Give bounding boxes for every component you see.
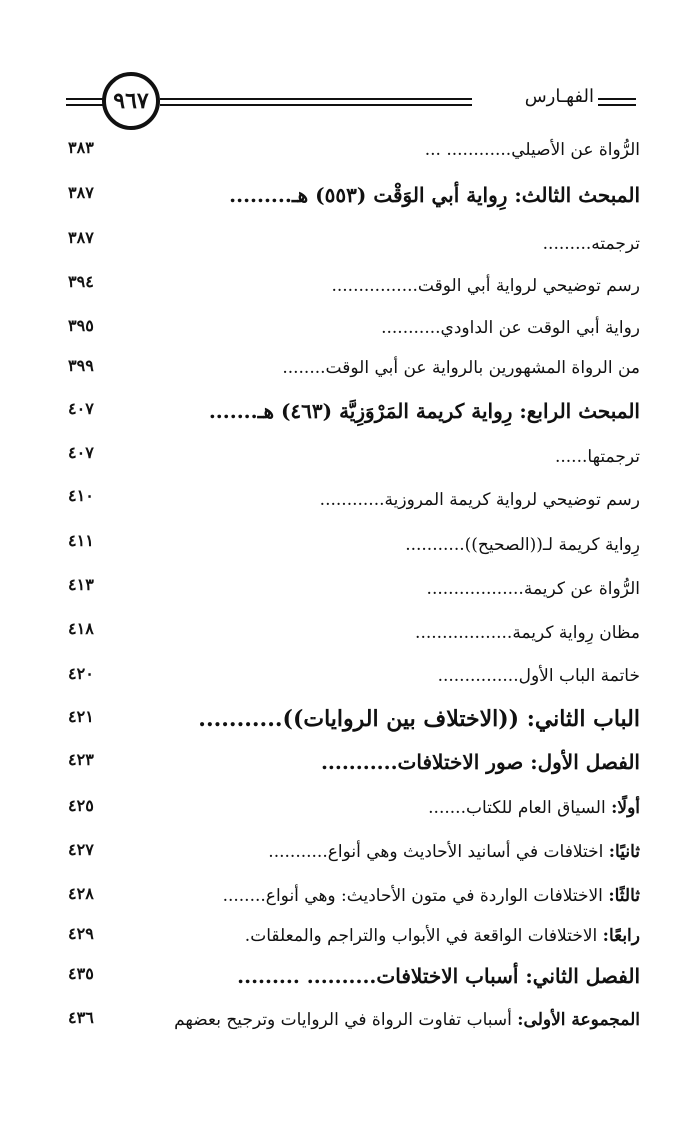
toc-entry bbox=[0, 484, 698, 524]
entry-title: مظان رِواية كريمة.................. bbox=[415, 623, 640, 643]
toc-entry bbox=[0, 662, 698, 702]
toc-entry bbox=[0, 922, 698, 962]
entry-page-number: ٤٠٧ bbox=[68, 443, 94, 462]
entry-title: رِواية كريمة لـ((الصحيح))........... bbox=[405, 535, 640, 555]
entry-page-number: ٤٣٥ bbox=[68, 964, 94, 983]
toc-entry bbox=[0, 748, 698, 788]
entry-title: رواية أبي الوقت عن الداودي........... bbox=[381, 318, 640, 338]
entry-prefix: أولًا: bbox=[611, 798, 640, 818]
toc-entry bbox=[0, 529, 698, 569]
entry-prefix: المجموعة الأولى: bbox=[517, 1010, 640, 1030]
entry-page-number: ٤٢٣ bbox=[68, 750, 94, 769]
header-rule-right-2 bbox=[598, 104, 636, 106]
header-rule-middle-2 bbox=[160, 104, 472, 106]
toc-entry bbox=[0, 617, 698, 657]
toc-entry bbox=[0, 354, 698, 394]
entry-title: ترجمتها...... bbox=[554, 447, 640, 467]
page-number: ٩٦٧ bbox=[113, 88, 149, 114]
toc-entry bbox=[0, 882, 698, 922]
entry-title: المجموعة الأولى: أسباب تفاوت الرواة في الروايات وترجيح بعضهم bbox=[174, 1010, 640, 1030]
header-rule-left bbox=[66, 98, 106, 100]
header-rule-middle bbox=[160, 98, 472, 100]
toc-entry bbox=[0, 270, 698, 310]
entry-prefix: ثالثًا: bbox=[608, 886, 640, 906]
entry-prefix: رابعًا: bbox=[602, 926, 640, 946]
entry-page-number: ٤٢٧ bbox=[68, 840, 94, 859]
toc-entry bbox=[0, 314, 698, 354]
entry-page-number: ٣٨٧ bbox=[68, 228, 94, 247]
toc-entry bbox=[0, 794, 698, 834]
page-number-badge bbox=[102, 72, 160, 130]
entry-title: الفصل الثاني: أسباب الاختلافات.......... ......... bbox=[237, 964, 640, 988]
entry-title: ثالثًا: الاختلافات الواردة في متون الأحاديث: وهي أنواع........ bbox=[222, 886, 640, 906]
entry-title: الفصل الأول: صور الاختلافات........... bbox=[320, 750, 640, 774]
entry-title: رابعًا: الاختلافات الواقعة في الأبواب والتراجم والمعلقات. bbox=[244, 926, 640, 946]
entry-title: رسم توضيحي لرواية أبي الوقت................ bbox=[331, 276, 640, 296]
toc-entry bbox=[0, 226, 698, 266]
entry-title: الرُّواة عن كريمة.................. bbox=[426, 579, 640, 599]
entry-page-number: ٤٢١ bbox=[68, 707, 94, 726]
entry-prefix: ثانيًا: bbox=[608, 842, 640, 862]
toc-entry bbox=[0, 838, 698, 878]
entry-title: رسم توضيحي لرواية كريمة المروزية............ bbox=[319, 490, 640, 510]
entry-title: خاتمة الباب الأول............... bbox=[437, 666, 640, 686]
entry-page-number: ٣٩٥ bbox=[68, 316, 94, 335]
entry-title: الرُّواة عن الأصيلي............ ... bbox=[424, 140, 640, 160]
page-header bbox=[0, 72, 698, 132]
toc-entry bbox=[0, 136, 698, 176]
entry-page-number: ٤١٨ bbox=[68, 619, 94, 638]
entry-title: من الرواة المشهورين بالرواية عن أبي الوقت........ bbox=[282, 358, 640, 378]
entry-page-number: ٤٠٧ bbox=[68, 399, 94, 418]
entry-page-number: ٣٩٩ bbox=[68, 356, 94, 375]
entry-page-number: ٤٣٦ bbox=[68, 1008, 94, 1027]
toc-entry bbox=[0, 962, 698, 1002]
entry-title: أولًا: السياق العام للكتاب....... bbox=[428, 798, 640, 818]
entry-page-number: ٤١١ bbox=[68, 531, 94, 550]
entry-page-number: ٤٢٥ bbox=[68, 796, 94, 815]
toc-entry bbox=[0, 573, 698, 613]
entry-page-number: ٤١٣ bbox=[68, 575, 94, 594]
toc-entry bbox=[0, 181, 698, 221]
toc-entry bbox=[0, 705, 698, 745]
entry-title: المبحث الثالث: رِواية أبي الوَقْت (٥٥٣) هـ......... bbox=[229, 183, 640, 207]
toc-entry bbox=[0, 1006, 698, 1046]
entry-page-number: ٣٨٣ bbox=[68, 138, 94, 157]
entry-page-number: ٤١٠ bbox=[68, 486, 94, 505]
entry-title: ترجمته......... bbox=[542, 234, 640, 254]
header-rule-right bbox=[598, 98, 636, 100]
entry-title: الباب الثاني: ((الاختلاف بين الروايات))........... bbox=[198, 706, 640, 732]
entry-page-number: ٤٢٨ bbox=[68, 884, 94, 903]
toc-entry bbox=[0, 441, 698, 481]
toc-entry bbox=[0, 397, 698, 437]
entry-page-number: ٣٨٧ bbox=[68, 183, 94, 202]
entry-title: ثانيًا: اختلافات في أسانيد الأحاديث وهي أنواع........... bbox=[268, 842, 640, 862]
entry-page-number: ٤٢٩ bbox=[68, 924, 94, 943]
header-rule-left-2 bbox=[66, 104, 106, 106]
header-title: الفهـارس bbox=[524, 86, 594, 107]
entry-page-number: ٤٢٠ bbox=[68, 664, 94, 683]
entry-title: المبحث الرابع: رِواية كريمة المَرْوَزِيَّة (٤٦٣) هـ....... bbox=[208, 399, 640, 423]
entry-page-number: ٣٩٤ bbox=[68, 272, 94, 291]
